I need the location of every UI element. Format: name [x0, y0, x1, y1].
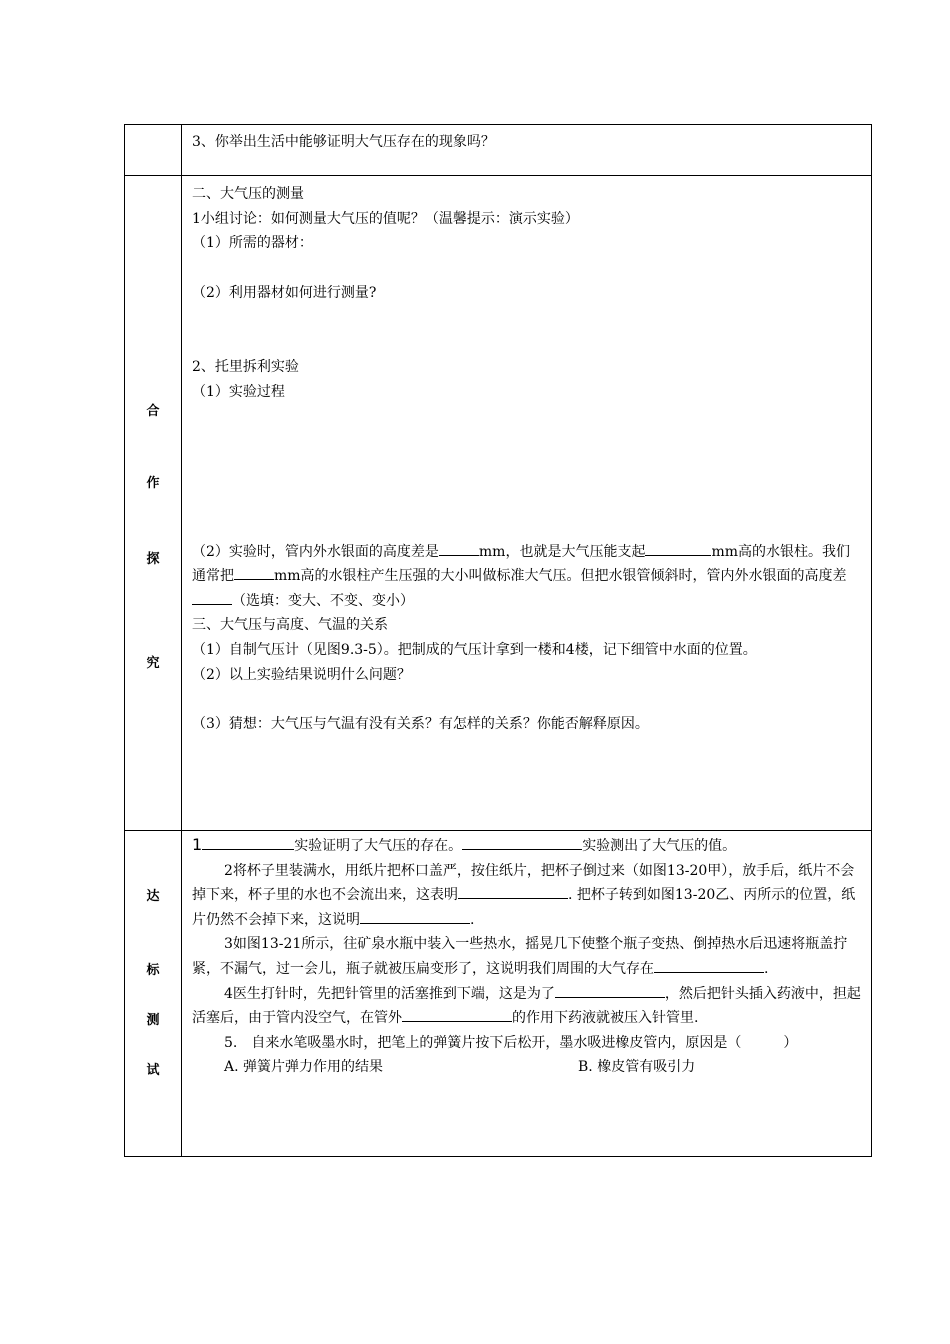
answer-blank[interactable]: [439, 540, 479, 556]
answer-blank[interactable]: [555, 982, 665, 998]
row-label-cooperative-inquiry: [125, 176, 182, 831]
label-char: 测: [146, 1013, 160, 1028]
row-label-standard-test: [125, 831, 182, 1157]
answer-blank[interactable]: [645, 540, 711, 556]
section-3-question-1: （1）自制气压计（见图9.3-5）。把制成的气压计拿到一楼和4楼，记下细管中水面的位置。: [192, 641, 757, 658]
table-row: [125, 125, 872, 176]
section-2-question-2a: （1）实验过程: [192, 383, 285, 400]
section-2-question-2: 2、托里拆利实验: [192, 359, 299, 376]
label-char: 作: [146, 476, 160, 491]
table-row: [125, 176, 872, 831]
answer-blank[interactable]: [458, 883, 568, 899]
test-question-3: 3如图13-21所示，往矿泉水瓶中装入一些热水，摇晃几下使整个瓶子变热、倒掉热水后迅速将瓶盖拧紧，不漏气，过一会儿，瓶子就被压扁变形了，这说明我们周围的大气存在 .: [192, 936, 848, 977]
label-char: 探: [146, 552, 160, 567]
test-question-4: 4医生打针时，先把针管里的活塞推到下端，这是为了 ，然后把针头插入药液中，担起活塞后，由于管内没空气，在管外 的作用下药液就被压入针管里.: [192, 982, 863, 1031]
row1-content: [182, 125, 872, 176]
section-2-title: 二、大气压的测量: [192, 186, 304, 202]
label-char: 标: [146, 963, 160, 978]
row2-content: [182, 176, 872, 831]
option-a[interactable]: A. 弹簧片弹力作用的结果: [224, 1059, 384, 1076]
section-2-question-1: 1小组讨论：如何测量大气压的值呢？（温馨提示：演示实验）: [192, 210, 579, 227]
answer-blank[interactable]: [360, 908, 470, 924]
label-char: 试: [146, 1063, 160, 1078]
answer-blank[interactable]: [234, 564, 274, 580]
section-3-question-2: （2）以上实验结果说明什么问题？: [192, 666, 411, 683]
label-char: 合: [146, 404, 160, 419]
answer-blank[interactable]: [192, 589, 232, 605]
test-question-5: 5. 自来水笔吸墨水时，把笔上的弹簧片按下后松开，墨水吸进橡皮管内，原因是（ ）: [224, 1034, 798, 1051]
section-2-question-2b: （2）实验时，管内外水银面的高度差是 mm，也就是大气压能支起 mm高的水银柱。我们通常把 mm高的水银柱产生压强的大小叫做标准大气压。但把水银管倾斜时，管内外水银面的高度差（选填：变大、不变、变小）: [192, 540, 863, 614]
row-label-empty: [125, 125, 182, 176]
section-2-question-1b: （2）利用器材如何进行测量?: [192, 284, 377, 301]
test-question-2: 2将杯子里装满水，用纸片把杯口盖严，按住纸片，把杯子倒过来（如图13-20甲），放手后，纸片不会掉下来，杯子里的水也不会流出来，这表明 . 把杯子转到如图13-20乙、丙所示的位置，纸片仍然不会掉下来，这说明 .: [192, 862, 856, 928]
answer-blank[interactable]: [462, 834, 582, 850]
label-char: 究: [146, 656, 160, 671]
table-row: [125, 831, 872, 1157]
worksheet-table: [124, 124, 872, 1157]
answer-blank[interactable]: [654, 957, 764, 973]
test-question-5-options: [192, 1055, 863, 1080]
question-3-text: 3、你举出生活中能够证明大气压存在的现象吗？: [192, 134, 495, 150]
answer-blank[interactable]: [402, 1006, 512, 1022]
row3-content: [182, 831, 872, 1157]
section-3-title: 三、大气压与高度、气温的关系: [192, 617, 388, 634]
answer-blank[interactable]: [202, 834, 294, 850]
section-3-question-3: （3）猜想：大气压与气温有没有关系？有怎样的关系？你能否解释原因。: [192, 716, 649, 733]
test-question-1: 1 实验证明了大气压的存在。 实验测出了大气压的值。: [192, 835, 737, 854]
label-char: 达: [146, 889, 160, 904]
section-2-question-1a: （1）所需的器材：: [192, 235, 313, 252]
option-b[interactable]: B. 橡皮管有吸引力: [578, 1059, 696, 1076]
